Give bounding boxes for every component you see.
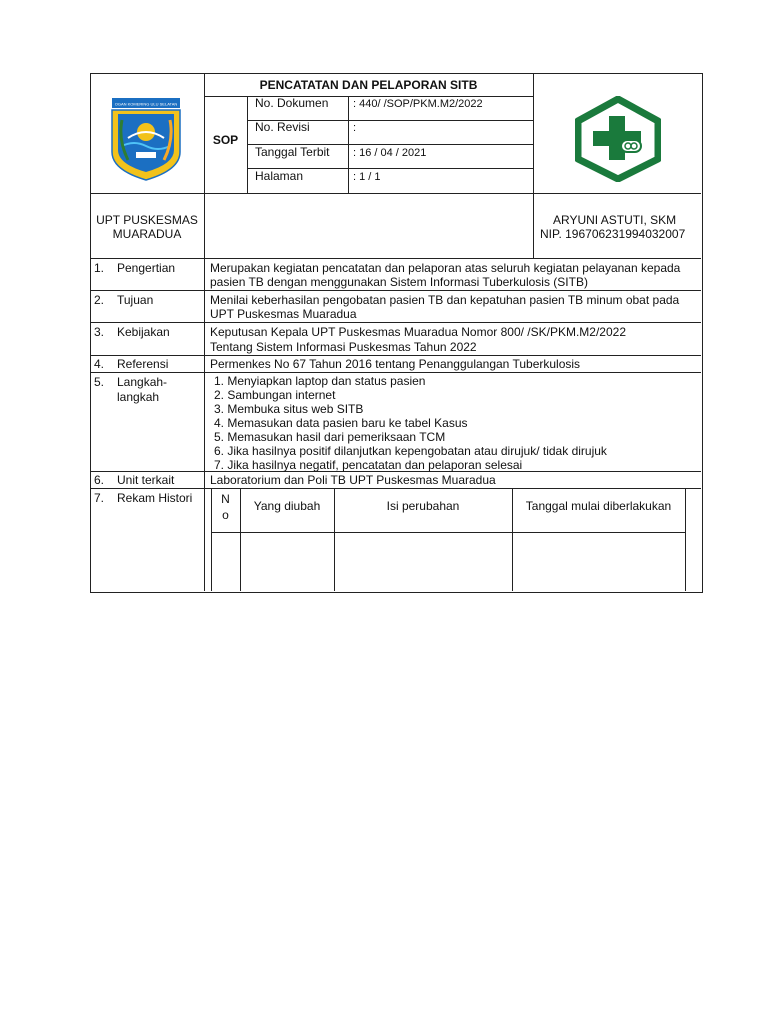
divider [204,258,205,591]
meta-value-halaman: : 1 / 1 [353,171,381,183]
meta-label-tanggal-terbit: Tanggal Terbit [255,145,330,159]
step-item: 4. Memasukan data pasien baru ke tabel Kasus [214,416,468,430]
step-item: 1. Menyiapkan laptop dan status pasien [214,374,426,388]
referensi-line: Permenkes No 67 Tahun 2016 tentang Penanggulangan Tuberkulosis [210,357,581,371]
section-label-rekam-histori: Rekam Histori [117,491,193,505]
divider [90,355,701,356]
section-number: 6. [94,473,105,487]
divider [90,372,701,373]
meta-label-no-dokumen: No. Dokumen [255,96,329,110]
regency-emblem-logo [106,96,186,182]
section-label-referensi: Referensi [117,357,169,371]
signer-name: ARYUNI ASTUTI, SKM [553,213,677,227]
sop-label: SOP [212,133,239,147]
regency-emblem-caption: OGAN KOMERING ULU SELATAN [114,101,178,107]
section-label-langkah: Langkah- [117,375,168,389]
section-number: 7. [94,491,105,505]
kebijakan-line: Keputusan Kepala UPT Puskesmas Muaradua Nomor 800/ /SK/PKM.M2/2022 [210,325,626,339]
divider [533,73,534,258]
step-item: 5. Memasukan hasil dari pemeriksaan TCM [214,430,446,444]
meta-value-no-dokumen: : 440/ /SOP/PKM.M2/2022 [353,98,483,110]
tujuan-line: Menilai keberhasilan pengobatan pasien TB dan kepatuhan pasien TB minum obat pada [210,293,680,307]
meta-label-halaman: Halaman [255,169,304,183]
tujuan-line: UPT Puskesmas Muaradua [210,307,357,321]
section-label-langkah: langkah [117,390,160,404]
divider [90,322,701,323]
section-label-pengertian: Pengertian [117,261,176,275]
divider [90,488,701,489]
section-number: 5. [94,375,105,389]
divider [90,290,701,291]
history-col-no: N [221,492,230,506]
step-item: 7. Jika hasilnya negatif, pencatatan dan pelaporan selesai [214,458,523,472]
history-col-tanggal: Tanggal mulai diberlakukan [525,499,672,513]
divider [211,532,685,533]
section-label-unit-terkait: Unit terkait [117,473,175,487]
step-item: 2. Sambungan internet [214,388,336,402]
step-item: 6. Jika hasilnya positif dilanjutkan kepengobatan atau dirujuk/ tidak dirujuk [214,444,607,458]
puskesmas-logo [575,96,661,182]
section-number: 4. [94,357,105,371]
signer-nip: NIP. 196706231994032007 [540,227,686,241]
step-item: 3. Membuka situs web SITB [214,402,364,416]
org-name-line1: UPT PUSKESMAS [96,213,198,227]
kebijakan-line: Tentang Sistem Informasi Puskesmas Tahun 2022 [210,340,477,354]
divider [685,488,686,591]
pengertian-line: Merupakan kegiatan pencatatan dan pelaporan atas seluruh kegiatan pelayanan kepada [210,261,681,275]
history-col-isi-perubahan: Isi perubahan [386,499,460,513]
section-label-tujuan: Tujuan [117,293,154,307]
section-label-kebijakan: Kebijakan [117,325,170,339]
unit-terkait-line: Laboratorium dan Poli TB UPT Puskesmas Muaradua [210,473,496,487]
meta-label-no-revisi: No. Revisi [255,120,310,134]
section-number: 2. [94,293,105,307]
divider [90,258,701,259]
divider [204,73,205,258]
meta-value-no-revisi: : [353,122,357,134]
section-number: 1. [94,261,105,275]
org-name-line2: MUARADUA [112,227,182,241]
meta-value-tanggal-terbit: : 16 / 04 / 2021 [353,147,427,159]
history-col-yang-diubah: Yang diubah [253,499,321,513]
document-title: PENCATATAN DAN PELAPORAN SITB [259,78,478,92]
divider [90,193,701,194]
history-col-no: o [222,508,229,522]
pengertian-line: pasien TB dengan menggunakan Sistem Informasi Tuberkulosis (SITB) [210,275,588,289]
section-number: 3. [94,325,105,339]
